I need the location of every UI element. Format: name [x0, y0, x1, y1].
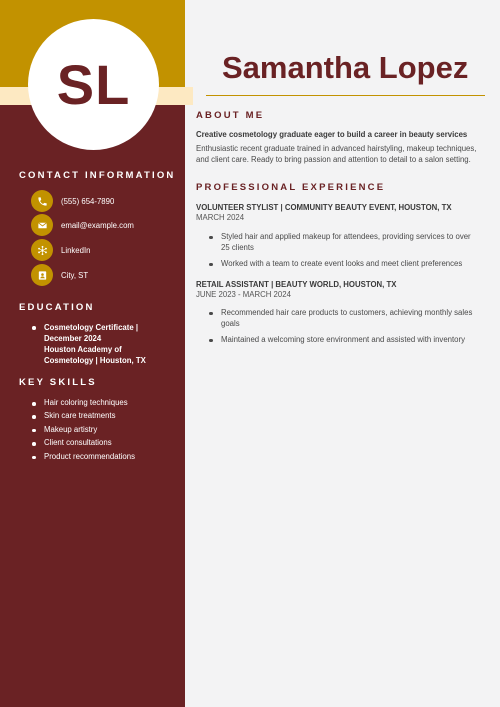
education-school: Houston Academy of Cosmetology | Houston, TX	[44, 345, 146, 365]
contact-linkedin-text: LinkedIn	[61, 245, 91, 255]
education-degree: Cosmetology Certificate | December 2024	[44, 323, 139, 343]
duty-item: Worked with a team to create event looks and meet client preferences	[208, 259, 480, 270]
initials-badge	[28, 19, 159, 150]
about-body: Enthusiastic recent graduate trained in advanced hairstyling, makeup techniques, and client care. Ready to bring passion and attention to detail to a salon setting.	[196, 144, 477, 164]
contact-email-text: email@example.com	[61, 220, 134, 230]
contact-location-text: City, ST	[61, 270, 89, 280]
contact-linkedin[interactable]	[31, 239, 90, 261]
name-divider	[206, 95, 485, 96]
duty-item: Recommended hair care products to customers, achieving monthly sales goals	[208, 308, 480, 329]
initials: SL	[56, 53, 131, 116]
contact-location[interactable]	[31, 264, 88, 286]
contact-heading: CONTACT INFORMATION	[19, 170, 176, 181]
last-name: Lopez	[378, 50, 469, 85]
skill-item: Client consultations	[31, 438, 135, 447]
skills-list	[31, 398, 135, 465]
job-duties	[208, 308, 480, 352]
duty-item: Maintained a welcoming store environment and assisted with inventory	[208, 335, 480, 346]
contact-phone-text: (555) 654-7890	[61, 196, 115, 206]
first-name: Samantha	[222, 50, 371, 85]
contact-email[interactable]	[31, 214, 134, 236]
linkedin-icon	[31, 239, 53, 261]
contact-phone[interactable]	[31, 190, 114, 212]
skill-item: Hair coloring techniques	[31, 398, 135, 407]
duty-item: Styled hair and applied makeup for attendees, providing services to over 25 clients	[208, 232, 480, 253]
about-heading: ABOUT ME	[196, 110, 265, 121]
skill-item: Makeup artistry	[31, 425, 135, 434]
cream-band-extension	[185, 87, 193, 105]
job-date: MARCH 2024	[196, 213, 245, 222]
job-title: RETAIL ASSISTANT | BEAUTY WORLD, HOUSTON, TX	[196, 280, 397, 289]
location-icon	[31, 264, 53, 286]
education-list	[31, 322, 164, 366]
experience-heading: PROFESSIONAL EXPERIENCE	[196, 182, 386, 193]
email-icon	[31, 214, 53, 236]
about-headline: Creative cosmetology graduate eager to build a career in beauty services	[196, 130, 468, 139]
candidate-name	[222, 52, 468, 83]
education-heading: EDUCATION	[19, 302, 95, 313]
job-duties	[208, 232, 480, 276]
phone-icon	[31, 190, 53, 212]
skills-heading: KEY SKILLS	[19, 377, 97, 388]
skill-item: Skin care treatments	[31, 411, 135, 420]
skill-item: Product recommendations	[31, 452, 135, 461]
job-title: VOLUNTEER STYLIST | COMMUNITY BEAUTY EVENT, HOUSTON, TX	[196, 203, 452, 212]
job-date: JUNE 2023 - MARCH 2024	[196, 290, 291, 299]
education-entry	[31, 322, 164, 366]
